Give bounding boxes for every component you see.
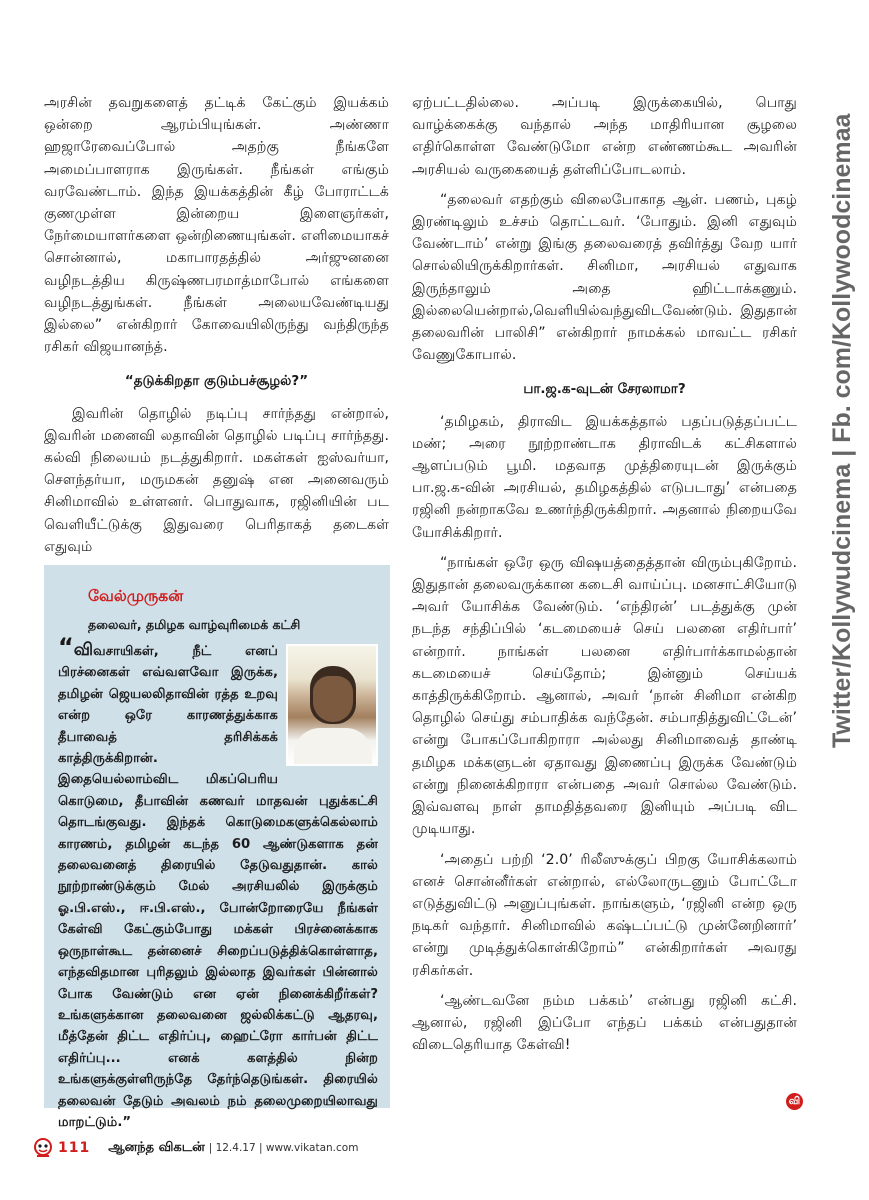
quote-sidebar: [44, 565, 390, 1130]
paragraph: ‘தமிழகம், திராவிட இயக்கத்தால் பதப்படுத்தப்பட்ட மண்; அரை நூற்றாண்டாக திராவிடக் கட்சிகளால் ஆளப்படும் பூமி. மதவாத முத்திரையுடன் இருக்கும் பா.ஜ.க-வின் அரசியல், தமிழகத்தில் எடுபடாது’ என்பதை ரஜினி நன்றாகவே உணர்ந்திருக்கிறார். அதனால் நிறையவே யோசிக்கிறார்.: [412, 413, 797, 541]
left-column: [44, 92, 389, 558]
watermark: [788, 60, 868, 760]
portrait-photo: [286, 644, 378, 766]
right-column: [412, 92, 797, 1056]
paragraph: அரசின் தவறுகளைத் தட்டிக் கேட்கும் இயக்கம் ஒன்றை ஆரம்பியுங்கள். அண்ணா ஹஜாரேவைப்போல் அதற்கு நீங்களே அமைப்பாளராக இருங்கள். நீங்கள் எங்கும் வரவேண்டாம். இந்த இயக்கத்தின் கீழ் போராட்டக் குணமுள்ள இன்றைய இளைஞர்கள், நேர்மையாளர்களை ஒன்றிணையுங்கள். எளிமையாகச் சொன்னால், மகாபாரதத்தில் அர்ஜுனனை வழிநடத்திய கிருஷ்ணபரமாத்மாபோல் எங்களை வழிநடத்துங்கள். நீங்கள் அலையவேண்டியது இல்லை” என்கிறார் கோவையிலிருந்து வந்திருந்த ரசிகர் விஜயானந்த்.: [44, 95, 389, 356]
subheading: பா.ஜ.க-வுடன் சேரலாமா?: [523, 381, 686, 398]
watermark-text: Twitter/Kollywudcinema | Fb. com/Kollywoodcinemaa: [828, 113, 856, 748]
open-quote-mark: “: [58, 633, 74, 661]
subheading: “தடுக்கிறதா குடும்பச்சூழல்?”: [124, 373, 309, 390]
end-mark-icon: வி: [786, 1093, 803, 1110]
paragraph: “நாங்கள் ஒரே ஒரு விஷயத்தைத்தான் விரும்புகிறோம். இதுதான் தலைவருக்கான கடைசி வாய்ப்பு. மனசாட்சியோடு அவர் யோசிக்க வேண்டும். ‘எந்திரன்’ படத்துக்கு முன் நடந்த சந்திப்பில் ‘கடமையைச் செய் பலனை எதிர்பார்’ என்றார். நாங்கள் பலனை எதிர்பார்க்காமல்தான் கடமையைச் செய்தோம்; இன்னும் செய்யக் காத்திருக்கிறோம். ஆனால், அவர் ‘நான் சினிமா என்கிற தொழில் செய்து சம்பாதிக்க வந்தேன். சம்பாதித்துவிட்டேன்’ என்று போகப்போகிறாரா அல்லது சினிமாவைத் தாண்டி தமிழக மக்களுடன் ஏதாவது இணைப்பு இருக்க வேண்டும் என்று நினைக்கிறாரா என்பதை அவர் சொல்ல வேண்டும். இவ்வளவு நாள் தாமதித்தவரை இனியும் அப்படி விட முடியாது.: [412, 554, 797, 838]
paragraph: ‘அதைப் பற்றி ‘2.0’ ரிலீஸுக்குப் பிறகு யோசிக்கலாம் எனச் சொன்னீர்கள் என்றால், எல்லோருடனும் போட்டோ எடுத்துவிட்டு அனுப்புங்கள். நாங்களும், ‘ரஜினி என்ற ஒரு நடிகர் வந்தார். சினிமாவில் கஷ்டப்பட்டு முன்னேறினார்’ என்று முடித்துக்கொள்கிறோம்” என்கிறார்கள் அவரது ரசிகர்கள்.: [412, 851, 797, 979]
sidebar-body-text: வசாயிகள், நீட் எனப் பிரச்னைகள் எவ்வளவோ இருக்க, தமிழன் ஜெயலலிதாவின் ரத்த உறவு என்ற ஒரே காரணத்துக்காக தீபாவைத் தரிசிக்கக் காத்திருக்கிறான். இதையெல்லாம்விட மிகப்பெரிய கொடுமை, தீபாவின் கணவர் மாதவன் புதுக்கட்சி தொடங்குவது. இந்தக் கொடுமைகளுக்கெல்லாம் காரணம், தமிழன் கடந்த 60 ஆண்டுகளாக தன் தலைவனைத் திரையில் தேடுவதுதான். கால் நூற்றாண்டுக்கும் மேல் அரசியலில் இருக்கும் ஓ.பி.எஸ்., ஈ.பி.எஸ்., போன்றோரையே நீங்கள் கேள்வி கேட்கும்போது மக்கள் பிரச்னைக்காக ஒருநாள்கூட தன்னைச் சிறைப்படுத்திக்கொள்ளாத, எந்தவிதமான புரிதலும் இல்லாத இவர்கள் பின்னால் போக வேண்டும் என ஏன் நினைக்கிறீர்கள்? உங்களுக்கான தலைவனை ஜல்லிக்கட்டு ஆதரவு, மீத்தேன் திட்ட எதிர்ப்பு, ஹைட்ரோ கார்பன் திட்ட எதிர்ப்பு... எனக் களத்தில் நின்ற உங்களுக்குள்ளிருந்தே தேர்ந்தெடுங்கள். திரையில் தலைவன் தேடும் அவலம் நம் தலைமுறையிலாவது மாறட்டும்.”: [58, 644, 378, 1130]
drop-letters: வி: [73, 640, 94, 660]
sidebar-role: தலைவர், தமிழக வாழ்வுரிமைக் கட்சி: [88, 617, 301, 632]
sidebar-quote: [58, 633, 378, 1133]
paragraph: ‘ஆண்டவனே நம்ம பக்கம்’ என்பது ரஜினி கட்சி. ஆனால், ரஜினி இப்போ எந்தப் பக்கம் என்பதுதான் விடைதெரியாத கேள்வி!: [412, 992, 797, 1054]
paragraph: “தலைவர் எதற்கும் விலைபோகாத ஆள். பணம், புகழ் இரண்டிலும் உச்சம் தொட்டவர். ‘போதும். இனி எதுவும் வேண்டாம்’ என்று இங்கு தலைவரைத் தவிர்த்து வேற யார் சொல்லியிருக்கிறார்கள். சினிமா, அரசியல் எதுவாக இருந்தாலும் அதை ஹிட்டாக்கணும். இல்லையென்றால்,வெளியில்வந்துவிடவேண்டும். இதுதான் தலைவரின் பாலிசி” என்கிறார் நாமக்கல் மாவட்ட ரசிகர் வேணுகோபால்.: [412, 191, 797, 364]
issue-info: | 12.4.17 | www.vikatan.com: [208, 1142, 359, 1154]
mascot-icon: [34, 1138, 52, 1158]
sidebar-name: வேல்முருகன்: [88, 587, 184, 605]
page-footer: [34, 1136, 358, 1160]
paragraph: ஏற்பட்டதில்லை. அப்படி இருக்கையில், பொது வாழ்க்கைக்கு வந்தால் அந்த மாதிரியான சூழலை எதிர்கொள்ள வேண்டுமோ என்ற எண்ணம்கூட அவரின் அரசியல் வருகையைத் தள்ளிப்போடலாம்.: [412, 95, 797, 178]
paragraph: இவரின் தொழில் நடிப்பு சார்ந்தது என்றால், இவரின் மனைவி லதாவின் தொழில் படிப்பு சார்ந்தது. கல்வி நிலையம் நடத்துகிறார். மகள்கள் ஐஸ்வர்யா, சௌந்தர்யா, மருமகன் தனுஷ் என அனைவரும் சினிமாவில் உள்ளனர். பொதுவாக, ரஜினியின் பட வெளியீட்டுக்கு இதுவரை பெரிதாகத் தடைகள் எதுவும்: [44, 405, 389, 555]
page-number: 111: [58, 1140, 91, 1156]
magazine-name: ஆனந்த விகடன்: [108, 1140, 205, 1155]
